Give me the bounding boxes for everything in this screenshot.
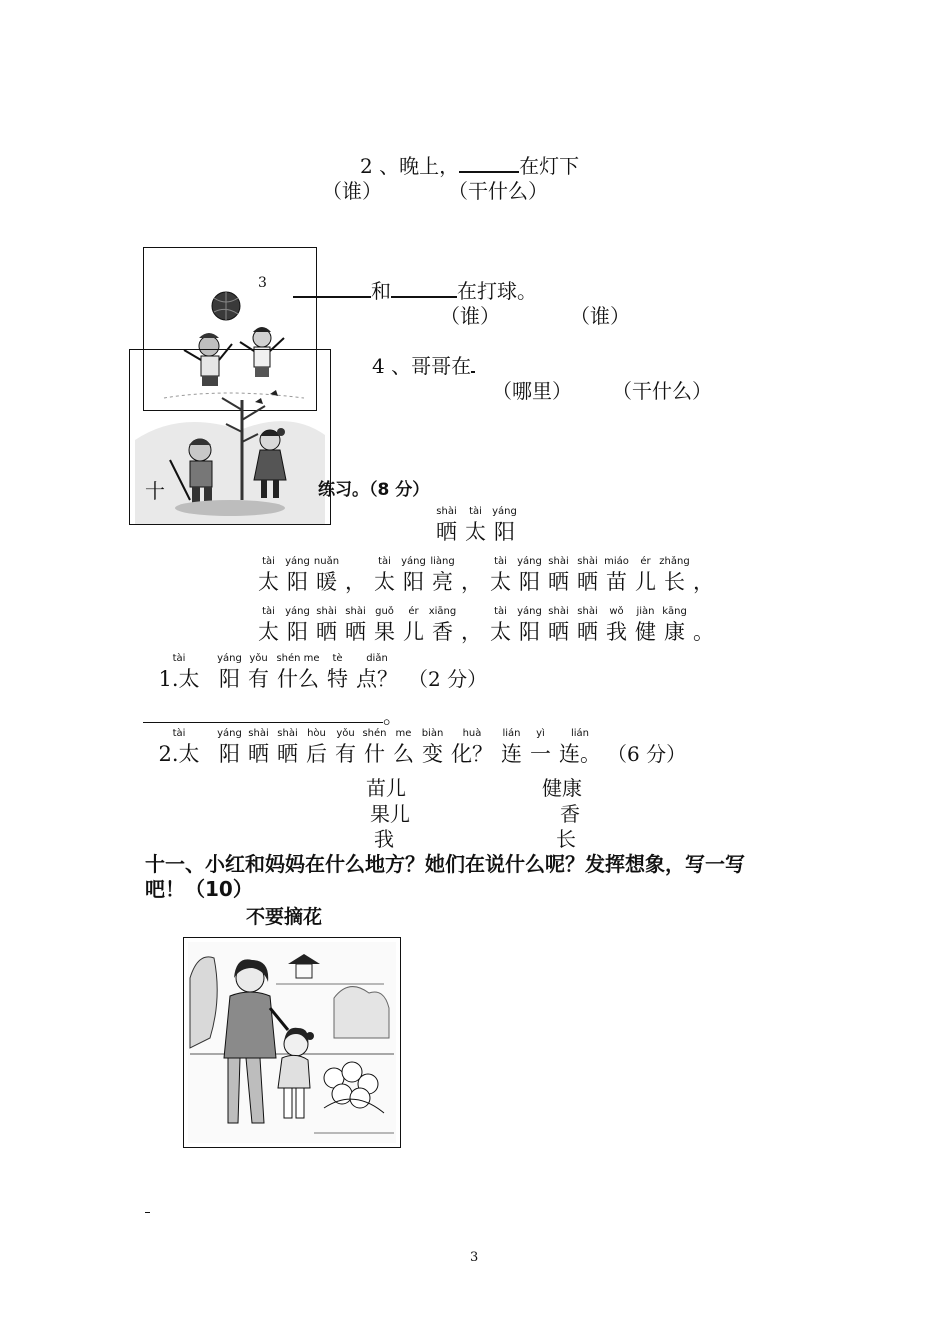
hanzi: 晒 xyxy=(345,620,366,644)
hanzi: 化？ xyxy=(451,742,493,766)
ruby-char xyxy=(497,727,526,767)
pinyin: liàng xyxy=(430,556,455,567)
ruby-char xyxy=(602,555,631,595)
pinyin: tài xyxy=(469,506,482,517)
ruby-char xyxy=(432,505,461,545)
hanzi: ， xyxy=(461,570,482,594)
hanzi: 暖 xyxy=(316,570,337,594)
hanzi: 1.太 xyxy=(158,667,200,691)
hanzi: 什么 xyxy=(277,667,319,691)
hanzi: 晒 xyxy=(277,742,298,766)
pinyin: shén me xyxy=(276,653,320,664)
pinyin: tài xyxy=(172,728,186,739)
pinyin: tài xyxy=(262,606,275,617)
ruby-char xyxy=(143,727,215,767)
hanzi: 果 xyxy=(374,620,395,644)
q3-blank-1[interactable] xyxy=(293,276,371,298)
ruby-char xyxy=(370,605,399,645)
hanzi: 长 xyxy=(664,570,685,594)
ruby-char xyxy=(544,605,573,645)
pinyin: kāng xyxy=(662,606,687,617)
ruby-char xyxy=(602,605,631,645)
mother-daughter-picture xyxy=(183,937,401,1148)
hanzi: 亮 xyxy=(432,570,453,594)
pinyin: wǒ xyxy=(609,606,624,617)
q2-blank[interactable] xyxy=(459,151,519,173)
q3-line: 和 在打球。 xyxy=(293,275,537,304)
ruby-char xyxy=(331,727,360,767)
pinyin: shài xyxy=(277,728,298,739)
page-number: 3 xyxy=(470,1250,479,1265)
hanzi: 晒 xyxy=(248,742,269,766)
hanzi: 有 xyxy=(248,667,269,691)
pinyin: lián xyxy=(502,728,521,739)
ruby-char xyxy=(283,605,312,645)
ruby-char xyxy=(312,555,341,595)
hanzi: 太 xyxy=(490,570,511,594)
ruby-char xyxy=(215,727,244,767)
sub2-chars xyxy=(143,727,605,767)
hanzi: 太 xyxy=(258,570,279,594)
hanzi: 我 xyxy=(606,620,627,644)
pinyin: ér xyxy=(408,606,419,617)
pinyin: guǒ xyxy=(375,606,394,617)
pinyin: tè xyxy=(332,653,343,664)
pinyin: jiàn xyxy=(636,606,655,617)
hanzi: 阳 xyxy=(219,742,240,766)
ruby-char xyxy=(302,727,331,767)
poem-title xyxy=(432,505,519,545)
pinyin: yáng xyxy=(401,556,426,567)
pinyin: shài xyxy=(548,606,569,617)
hanzi: 阳 xyxy=(219,667,240,691)
mother-daughter-flowers-illustration xyxy=(184,938,400,1147)
match-left-3[interactable]: 我 xyxy=(374,827,394,851)
hanzi: 太 xyxy=(490,620,511,644)
hanzi: 晒 xyxy=(548,570,569,594)
hanzi: 康 xyxy=(664,620,685,644)
hanzi: 阳 xyxy=(403,570,424,594)
pinyin: yáng xyxy=(492,506,517,517)
ruby-char xyxy=(360,727,389,767)
ruby-char xyxy=(486,555,515,595)
hanzi: 变 xyxy=(422,742,443,766)
q2-hint-doing: （干什么） xyxy=(448,179,548,203)
q4-line: 4 、哥哥在 xyxy=(372,350,475,379)
sub1-answer: 。 xyxy=(143,700,403,729)
section11-title-line1: 十一、小红和妈妈在什么地方？她们在说什么呢？发挥想象，写一写 xyxy=(145,852,745,876)
ruby-char xyxy=(312,605,341,645)
hanzi: 健 xyxy=(635,620,656,644)
hanzi: 苗 xyxy=(606,570,627,594)
pinyin: tài xyxy=(262,556,275,567)
ruby-char xyxy=(254,555,283,595)
q4-hint-doing: （干什么） xyxy=(612,379,712,403)
pinyin: shài xyxy=(577,556,598,567)
hanzi: 2.太 xyxy=(158,742,200,766)
ruby-char xyxy=(447,727,497,767)
hanzi: 么 xyxy=(393,742,414,766)
pinyin: yáng xyxy=(217,653,242,664)
pinyin: yáng xyxy=(517,606,542,617)
hanzi: 连 xyxy=(501,742,522,766)
ruby-char xyxy=(461,505,490,545)
q3-hint-who-1: （谁） xyxy=(440,304,500,328)
sub1-question xyxy=(143,652,487,692)
ruby-char xyxy=(573,555,602,595)
match-left-1[interactable]: 苗儿 xyxy=(366,776,406,800)
hanzi: 晒 xyxy=(548,620,569,644)
pinyin: ér xyxy=(640,556,651,567)
pinyin: tài xyxy=(378,556,391,567)
pinyin: me xyxy=(395,728,412,739)
ruby-char xyxy=(544,555,573,595)
q2-hint-who: （谁） xyxy=(322,179,382,203)
ruby-char xyxy=(370,555,399,595)
pinyin: yì xyxy=(536,728,545,739)
pinyin: shài xyxy=(436,506,457,517)
pinyin: huà xyxy=(462,728,482,739)
hanzi: 什 xyxy=(364,742,385,766)
hanzi: 阳 xyxy=(494,520,515,544)
sub2-question xyxy=(143,727,686,767)
pinyin: shén xyxy=(362,728,387,739)
hanzi: 晒 xyxy=(316,620,337,644)
ruby-char xyxy=(143,652,215,692)
hanzi: 太 xyxy=(258,620,279,644)
pinyin: shài xyxy=(316,606,337,617)
hanzi: 阳 xyxy=(519,620,540,644)
picture-caption: 不要摘花 xyxy=(246,906,323,928)
section10-prefix: 十 xyxy=(145,479,165,503)
ruby-char xyxy=(486,605,515,645)
hanzi: 。 xyxy=(693,620,714,644)
ruby-char xyxy=(254,605,283,645)
ruby-char xyxy=(490,505,519,545)
hanzi: 儿 xyxy=(635,570,656,594)
pinyin: xiāng xyxy=(428,606,457,617)
sub1-answer-blank[interactable] xyxy=(143,702,383,723)
sub2-score: （6 分） xyxy=(607,742,687,766)
hanzi: 晒 xyxy=(577,620,598,644)
pinyin: yǒu xyxy=(336,728,355,739)
section10-title: 练习。（8 分） xyxy=(318,480,430,500)
ruby-char xyxy=(273,727,302,767)
pinyin: shài xyxy=(577,606,598,617)
pinyin: tài xyxy=(172,653,186,664)
ruby-char xyxy=(352,652,402,692)
pinyin: yáng xyxy=(285,556,310,567)
q3-number: 3 xyxy=(258,275,267,291)
hanzi: ， xyxy=(693,570,714,594)
pinyin: shài xyxy=(548,556,569,567)
hanzi: 有 xyxy=(335,742,356,766)
pinyin: lián xyxy=(570,728,590,739)
ruby-char xyxy=(283,555,312,595)
hanzi: 阳 xyxy=(519,570,540,594)
q2-line: 2 、晚上， 在灯下 xyxy=(360,150,579,179)
ruby-char xyxy=(428,605,457,645)
pinyin: biàn xyxy=(421,728,444,739)
hanzi: 一 xyxy=(530,742,551,766)
ruby-char xyxy=(399,605,428,645)
hanzi: 阳 xyxy=(287,570,308,594)
hanzi: 太 xyxy=(465,520,486,544)
hanzi: 后 xyxy=(306,742,327,766)
ruby-char xyxy=(244,652,273,692)
pinyin: yáng xyxy=(217,728,242,739)
ruby-char xyxy=(660,605,689,645)
hanzi: 特 xyxy=(327,667,348,691)
q3-blank-2[interactable] xyxy=(391,276,457,298)
pinyin: yǒu xyxy=(249,653,268,664)
match-right-2[interactable]: 香 xyxy=(560,802,580,826)
hanzi: 儿 xyxy=(403,620,424,644)
section11-title-line2: 吧！（10） xyxy=(145,877,253,901)
poem-line-1 xyxy=(254,555,718,595)
ruby-char xyxy=(273,652,323,692)
pinyin: tài xyxy=(494,556,507,567)
pinyin: nuǎn xyxy=(313,556,340,567)
ruby-char xyxy=(389,727,418,767)
hanzi: ， xyxy=(461,620,482,644)
match-left-2[interactable]: 果儿 xyxy=(370,802,410,826)
hanzi: 阳 xyxy=(287,620,308,644)
ruby-char xyxy=(515,555,544,595)
hanzi: 点？ xyxy=(356,667,398,691)
hanzi: 香 xyxy=(432,620,453,644)
ruby-char xyxy=(555,727,605,767)
q3-hint-who-2: （谁） xyxy=(570,304,630,328)
ruby-char xyxy=(341,605,370,645)
q4-blank[interactable] xyxy=(471,351,475,373)
sub1-score: （2 分） xyxy=(408,667,488,691)
ruby-char xyxy=(341,555,370,595)
ruby-char xyxy=(418,727,447,767)
ruby-char xyxy=(244,727,273,767)
match-right-1[interactable]: 健康 xyxy=(542,776,582,800)
pinyin: yáng xyxy=(285,606,310,617)
pinyin: tài xyxy=(494,606,507,617)
pinyin: zhǎng xyxy=(659,556,690,567)
hanzi: ， xyxy=(345,570,366,594)
ruby-char xyxy=(215,652,244,692)
ruby-char xyxy=(457,555,486,595)
ruby-char xyxy=(323,652,352,692)
pinyin: miáo xyxy=(604,556,629,567)
hanzi: 连。 xyxy=(559,742,601,766)
hanzi: 晒 xyxy=(577,570,598,594)
pinyin: shài xyxy=(248,728,269,739)
sub1-chars xyxy=(143,652,402,692)
ruby-char xyxy=(526,727,555,767)
ruby-char xyxy=(660,555,689,595)
ruby-char xyxy=(457,605,486,645)
pinyin: hòu xyxy=(307,728,326,739)
pinyin: yáng xyxy=(517,556,542,567)
ruby-char xyxy=(631,555,660,595)
pinyin: shài xyxy=(345,606,366,617)
ruby-char xyxy=(689,605,718,645)
ruby-char xyxy=(573,605,602,645)
hanzi: 晒 xyxy=(436,520,457,544)
ruby-char xyxy=(689,555,718,595)
match-right-3[interactable]: 长 xyxy=(556,827,576,851)
stray-mark xyxy=(145,1212,150,1213)
ruby-char xyxy=(515,605,544,645)
q4-hint-where: （哪里） xyxy=(492,379,572,403)
poem-line-2 xyxy=(254,605,718,645)
hanzi: 太 xyxy=(374,570,395,594)
pinyin: diǎn xyxy=(366,653,388,664)
ruby-char xyxy=(631,605,660,645)
ruby-char xyxy=(399,555,428,595)
ruby-char xyxy=(428,555,457,595)
